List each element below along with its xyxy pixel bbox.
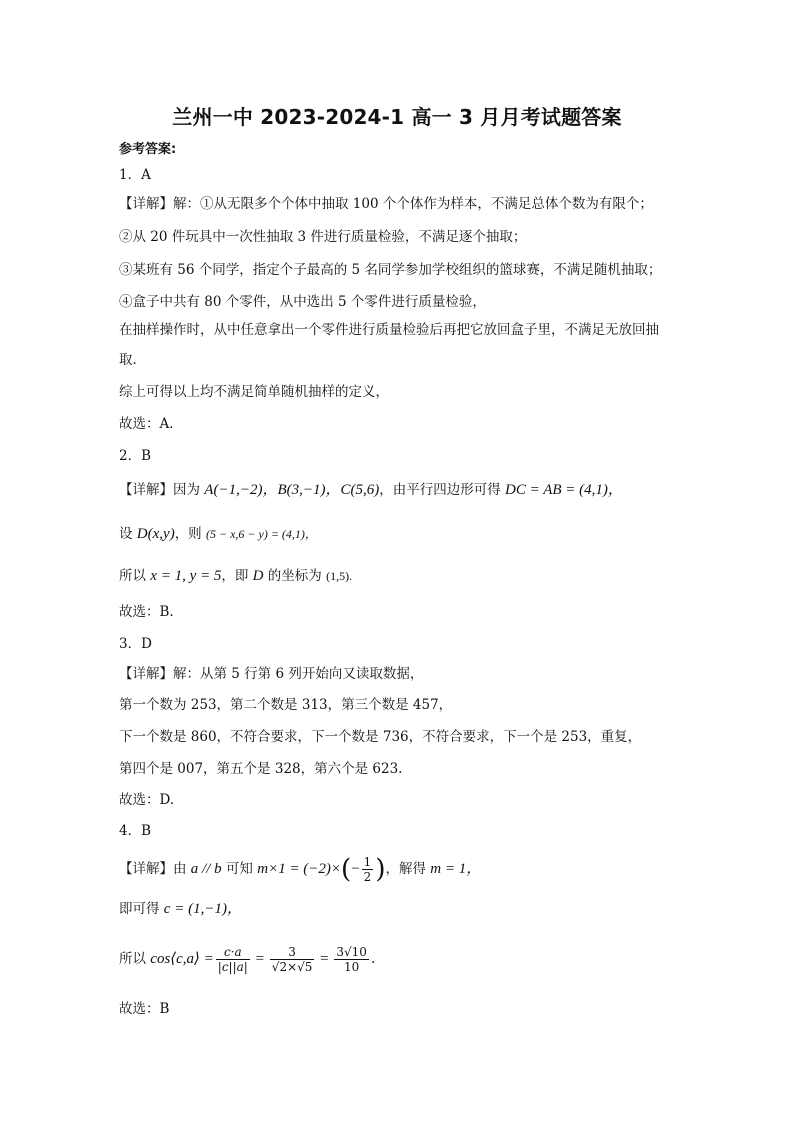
q4-cos-num: c·a bbox=[216, 945, 250, 960]
q2-solution: x = 1, y = 5 bbox=[150, 568, 222, 584]
q4-mid-den: √2×√5 bbox=[271, 960, 313, 974]
q3-line-2: 第一个数为 253，第二个数是 313，第三个数是 457， bbox=[119, 697, 453, 713]
q1-answer: 1．A bbox=[119, 167, 151, 183]
q1-line-7: 综上可得以上均不满足简单随机抽样的定义， bbox=[119, 384, 389, 400]
q3-line-3: 下一个数是 860，不符合要求，下一个数是 736，不符合要求，下一个是 253，重复， bbox=[119, 729, 642, 745]
q2-result-coordinates: (1,5). bbox=[326, 569, 353, 583]
page-title: 兰州一中 2023-2024-1 高一 3 月月考试题答案 bbox=[172, 105, 622, 129]
q3-line-1: 【详解】解：从第 5 行第 6 列开始向又读取数据， bbox=[119, 666, 424, 682]
q2-coordinate-equation: (5 − x,6 − y) = (4,1)， bbox=[205, 527, 317, 541]
q1-line-6: 取． bbox=[119, 352, 146, 368]
q1-line-4: ④盒子中共有 80 个零件，从中选出 5 个零件进行质量检验， bbox=[119, 294, 486, 310]
q2-vector-equation: DC = AB = (4,1)， bbox=[505, 482, 623, 498]
q4-mid-num: 3 bbox=[270, 945, 315, 960]
q4-line-3-end: . bbox=[370, 951, 376, 967]
q1-line-8: 故选：A． bbox=[119, 416, 183, 432]
q2-answer: 2．B bbox=[119, 448, 152, 464]
q2-line-1-text-a: 【详解】因为 bbox=[119, 482, 205, 498]
q4-cos-fraction bbox=[216, 945, 250, 974]
q4-fraction-den: 2 bbox=[363, 870, 372, 884]
q3-choice: 故选：D. bbox=[119, 792, 175, 808]
q4-choice: 故选：B bbox=[119, 1001, 170, 1017]
q4-line-1: 【详解】由 a // b 可知 m×1 = (−2)×(− $\frac{1}{2}$ )，解得 m = 1， bbox=[119, 854, 482, 885]
q3-answer: 3．D bbox=[119, 636, 152, 652]
q4-line-1-text-c: 可知 bbox=[221, 861, 258, 877]
q2-line-3-text-e: 的坐标为 bbox=[263, 568, 327, 584]
q2-point-d: D(x,y) bbox=[136, 526, 175, 542]
q4-equation: m×1 = (−2)× bbox=[257, 861, 342, 877]
q2-line-2-text-c: ，则 bbox=[174, 526, 206, 542]
q2-line-3-text-a: 所以 bbox=[119, 568, 151, 584]
reference-answer-label: 参考答案: bbox=[119, 142, 177, 157]
q4-line-2-text-a: 即可得 bbox=[119, 901, 164, 917]
q1-line-2: ②从 20 件玩具中一次性抽取 3 件进行质量检验，不满足逐个抽取； bbox=[119, 229, 527, 245]
q2-line-2 bbox=[119, 525, 317, 543]
q4-cos-den: |c||a| bbox=[217, 960, 248, 974]
q3-line-4: 第四个是 007，第五个是 328，第六个是 623. bbox=[119, 761, 403, 777]
q4-parallel-condition: a // b bbox=[190, 861, 222, 877]
q4-fraction-num: 1 bbox=[363, 855, 372, 869]
q4-result-fraction bbox=[334, 945, 369, 974]
q4-m-value: m = 1， bbox=[430, 861, 482, 877]
q4-result-num: 3√10 bbox=[336, 945, 367, 959]
q4-equals-2: = bbox=[316, 951, 333, 967]
q4-fraction bbox=[362, 855, 374, 884]
q4-line-2 bbox=[119, 900, 242, 918]
q4-vector-c: c = (1,−1)， bbox=[163, 901, 242, 917]
q2-points-formula: A(−1,−2)，B(3,−1)，C(5,6) bbox=[204, 482, 380, 498]
q4-right-paren: ) bbox=[375, 854, 386, 885]
q4-result-den: 10 bbox=[344, 960, 360, 974]
q4-line-3-text-a: 所以 bbox=[119, 951, 151, 967]
q4-line-1-text-e: ，解得 bbox=[385, 861, 431, 877]
q1-line-1: 【详解】解：①从无限多个个体中抽取 100 个个体作为样本，不满足总体个数为有限个； bbox=[119, 196, 653, 212]
q4-line-3 bbox=[119, 945, 375, 974]
q1-line-5: 在抽样操作时，从中任意拿出一个零件进行质量检验后再把它放回盒子里，不满足无放回抽 bbox=[119, 322, 659, 338]
q2-line-2-text-a: 设 bbox=[119, 526, 137, 542]
q4-cosine: cos⟨c,a⟩ = bbox=[150, 951, 214, 967]
q2-line-3 bbox=[119, 567, 352, 585]
q2-line-3-text-c: ，即 bbox=[221, 568, 253, 584]
q4-left-paren: ( bbox=[341, 854, 352, 885]
q2-point-label: D bbox=[252, 568, 264, 584]
q4-line-1-text-a: 【详解】由 bbox=[119, 861, 191, 877]
q4-answer: 4．B bbox=[119, 823, 152, 839]
q4-mid-fraction bbox=[270, 945, 315, 974]
q2-choice: 故选：B. bbox=[119, 604, 174, 620]
q4-equals-1: = bbox=[251, 951, 268, 967]
q1-line-3: ③某班有 56 个同学，指定个子最高的 5 名同学参加学校组织的篮球赛，不满足随机抽取； bbox=[119, 262, 662, 278]
q2-line-1 bbox=[119, 481, 623, 499]
q2-line-1-text-c: ，由平行四边形可得 bbox=[379, 482, 506, 498]
